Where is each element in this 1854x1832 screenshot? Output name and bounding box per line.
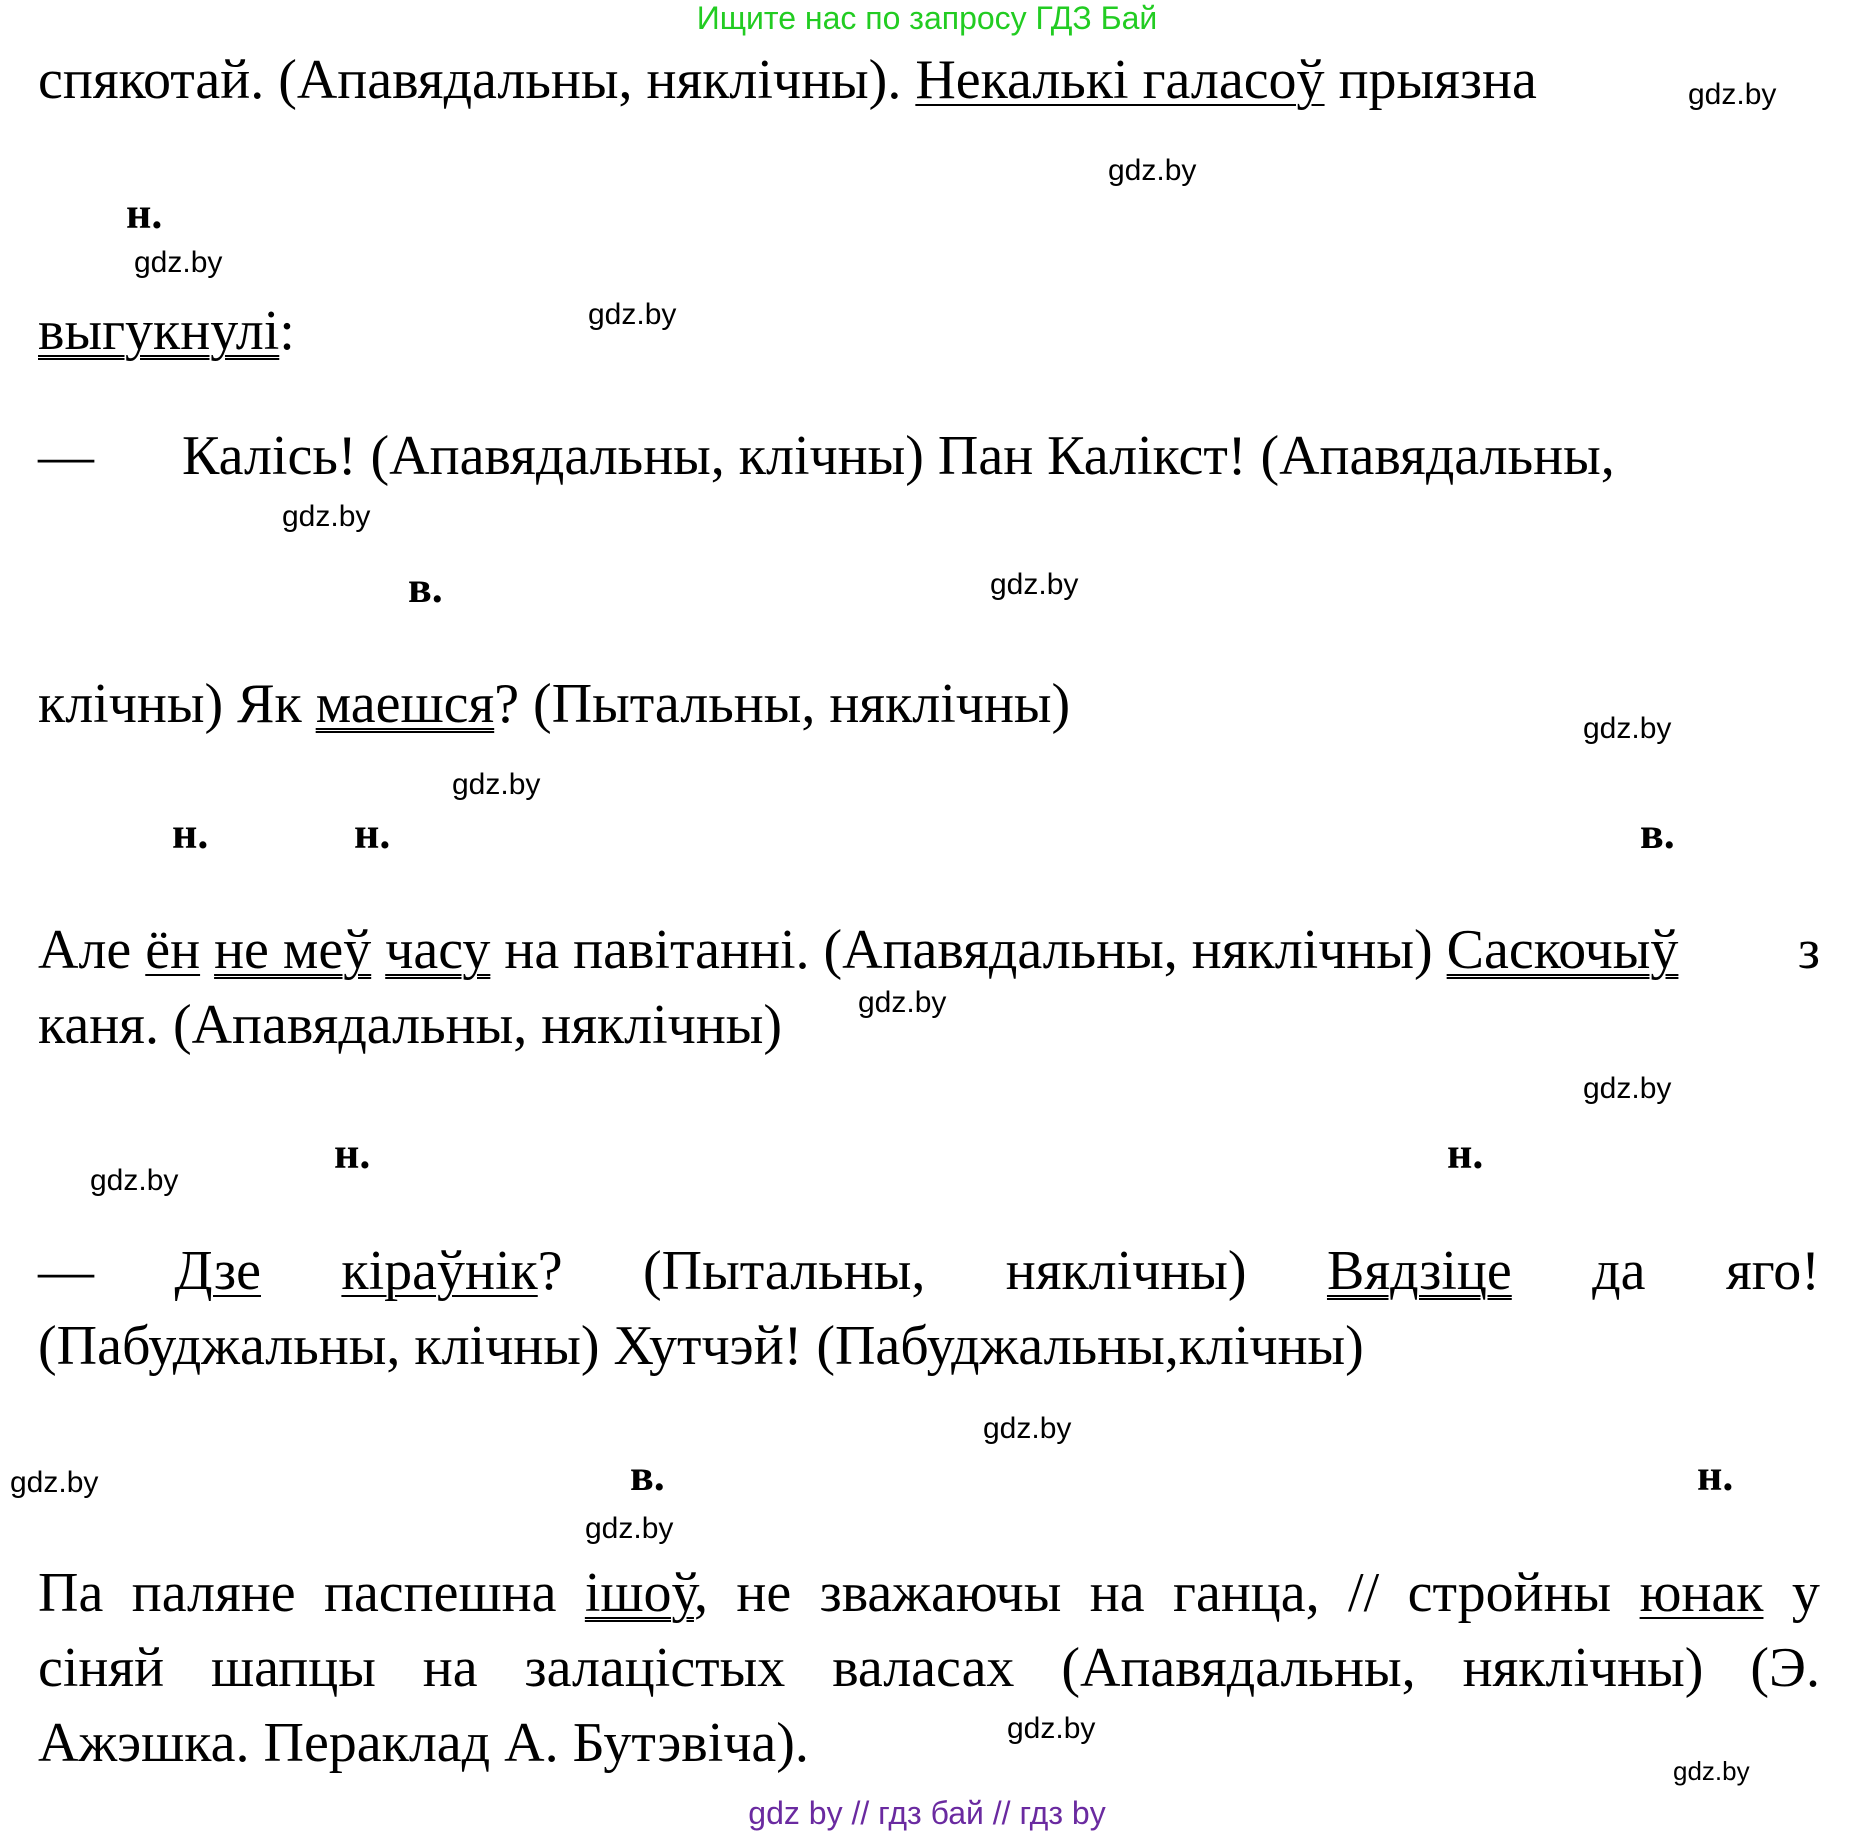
text-fragment: Ажэшка. Пераклад А. Бутэвіча).	[38, 1712, 809, 1774]
text-line-10	[38, 1637, 1820, 1699]
text-fragment	[200, 919, 214, 981]
text-fragment: паспешна	[323, 1562, 557, 1624]
watermark: gdz.by	[1007, 1712, 1096, 1745]
marker-label: н.	[354, 809, 391, 858]
text-fragment: Па	[38, 1562, 104, 1624]
watermark: gdz.by	[1673, 1756, 1750, 1786]
text-line-5	[38, 919, 1820, 981]
text-line-9	[38, 1562, 1820, 1624]
text-fragment: спякотай. (Апавядальны, няклічны).	[38, 49, 916, 111]
text-fragment: клічны) Як	[38, 673, 316, 735]
text-line-7	[38, 1240, 1820, 1302]
dash: —	[38, 1240, 94, 1302]
text-fragment: шапцы	[211, 1637, 376, 1699]
predicate-underlined: маешся	[315, 673, 495, 735]
text-fragment: ?	[537, 1240, 563, 1302]
text-fragment: (Э.	[1750, 1637, 1820, 1699]
text-fragment: (Апавядальны,	[1061, 1637, 1416, 1699]
watermark: gdz.by	[452, 768, 541, 801]
text-fragment: на павітанні. (Апавядальны, няклічны)	[490, 919, 1447, 981]
text-fragment: на	[1089, 1562, 1145, 1624]
text-line-1	[38, 49, 1820, 111]
text-fragment: у	[1791, 1562, 1820, 1624]
text-fragment: не	[736, 1562, 792, 1624]
subject-underlined: кіраўнік	[341, 1240, 538, 1302]
watermark: gdz.by	[90, 1164, 179, 1197]
text-line-11	[38, 1712, 1820, 1774]
text-line-2	[38, 300, 1820, 362]
text-fragment: зважаючы	[819, 1562, 1062, 1624]
footer-links: gdz by // гдз бай // гдз by	[748, 1795, 1106, 1831]
marker-label: в.	[1640, 809, 1675, 858]
text-fragment	[371, 919, 385, 981]
text-line-3	[38, 425, 1820, 487]
text-fragment: залацістых	[524, 1637, 786, 1699]
marker-label: н.	[334, 1129, 371, 1178]
text-line-4	[38, 673, 1820, 735]
text-fragment: на	[422, 1637, 478, 1699]
predicate-underlined: Саскочыў	[1446, 919, 1679, 981]
text-fragment: няклічны)	[1005, 1240, 1247, 1302]
predicate-underlined: ішоў	[584, 1562, 694, 1624]
watermark: gdz.by	[983, 1412, 1072, 1445]
text-fragment: :	[279, 300, 295, 362]
text-fragment: да	[1592, 1240, 1646, 1302]
watermark: gdz.by	[1583, 712, 1672, 745]
text-line-8	[38, 1315, 1820, 1377]
predicate-underlined: выгукнулі	[38, 300, 280, 362]
text-fragment: ганца,	[1173, 1562, 1320, 1624]
subject-underlined: ён	[145, 919, 201, 981]
predicate-underlined: Вядзіце	[1326, 1240, 1512, 1302]
text-fragment: прыязна	[1324, 49, 1537, 111]
text-fragment: Але	[38, 919, 146, 981]
text-fragment: яго!	[1725, 1240, 1820, 1302]
text-fragment: з	[1797, 919, 1820, 981]
text-fragment: сіняй	[38, 1637, 165, 1699]
text-fragment: ,	[693, 1562, 708, 1624]
watermark: gdz.by	[585, 1512, 674, 1545]
text-fragment: валасах	[832, 1637, 1015, 1699]
dash: —	[38, 425, 94, 487]
text-fragment: ? (Пытальны, няклічны)	[494, 673, 1071, 735]
predicate-underlined: не меў	[214, 919, 372, 981]
text-fragment: Калісь! (Апавядальны, клічны) Пан Калікст! (Апавядальны,	[182, 425, 1615, 487]
search-hint: Ищите нас по запросу ГДЗ Бай	[696, 0, 1158, 36]
watermark: gdz.by	[858, 986, 947, 1019]
watermark: gdz.by	[282, 500, 371, 533]
watermark: gdz.by	[1688, 78, 1777, 111]
text-fragment: (Пабуджальны, клічны) Хутчэй! (Пабуджальны,клічны)	[38, 1315, 1364, 1377]
marker-label: н.	[126, 189, 163, 238]
watermark: gdz.by	[134, 246, 223, 279]
text-fragment: стройны	[1407, 1562, 1612, 1624]
marker-label: в.	[408, 563, 443, 612]
subject-underlined: Некалькі галасоў	[915, 49, 1325, 111]
watermark: gdz.by	[588, 298, 677, 331]
text-fragment: няклічны)	[1462, 1637, 1704, 1699]
watermark: gdz.by	[1583, 1072, 1672, 1105]
text-fragment: паляне	[131, 1562, 296, 1624]
watermark: gdz.by	[990, 568, 1079, 601]
subject-underlined: юнак	[1639, 1562, 1764, 1624]
marker-label: н.	[1447, 1129, 1484, 1178]
watermark: gdz.by	[1108, 154, 1197, 187]
subject-underlined: Дзе	[174, 1240, 261, 1302]
marker-label: в.	[630, 1451, 665, 1500]
text-fragment: (Пытальны,	[643, 1240, 926, 1302]
watermark: gdz.by	[10, 1466, 99, 1499]
text-fragment: //	[1348, 1562, 1380, 1624]
marker-label: н.	[1697, 1451, 1734, 1500]
predicate-underlined: часу	[385, 919, 491, 981]
text-fragment: каня. (Апавядальны, няклічны)	[38, 994, 783, 1056]
marker-label: н.	[172, 809, 209, 858]
